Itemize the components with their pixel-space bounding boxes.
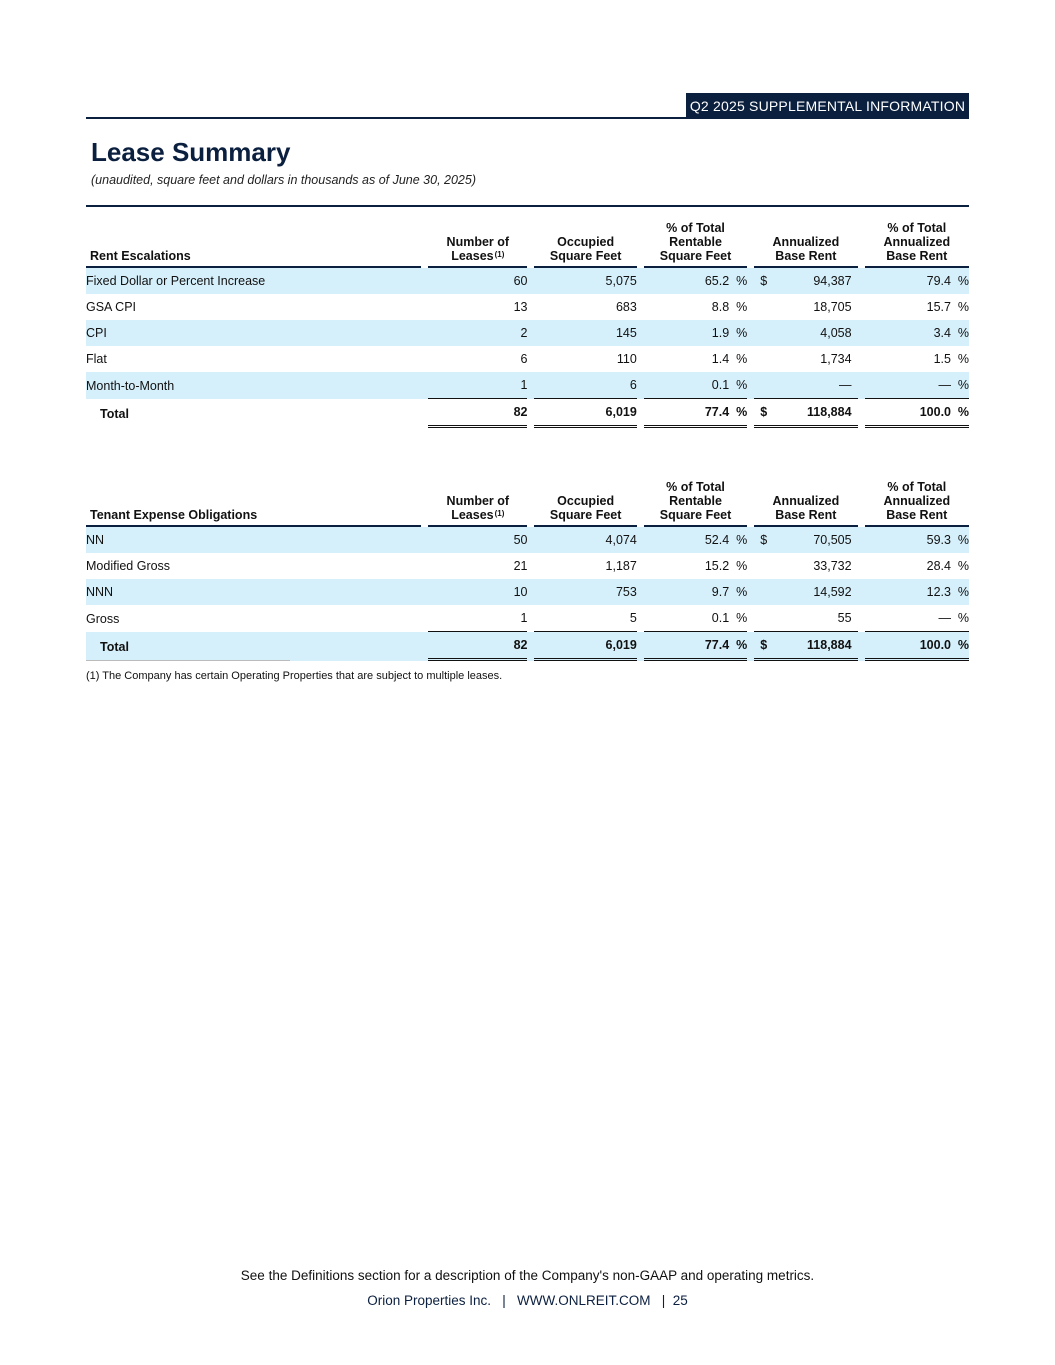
rent-escalations-heading: Rent Escalations — [86, 207, 421, 268]
col-header-pct-rentable-sqft: % of Total Rentable Square Feet — [644, 207, 747, 268]
table-row: Fixed Dollar or Percent Increase 60 5,075 65.2 % $ 94,387 79.4 % — [86, 268, 969, 294]
total-row: Total 82 6,019 77.4 % $ 118,884 100.0 % — [86, 632, 969, 661]
col-header-occupied-sqft: Occupied Square Feet — [534, 466, 636, 527]
definitions-note: See the Definitions section for a description of the Company's non-GAAP and operating metrics. — [240, 1268, 815, 1283]
page-title: Lease Summary — [91, 137, 291, 167]
table-row: NNN 10 753 9.7 % 14,592 12.3 % — [86, 579, 969, 605]
table-row: Gross 1 5 0.1 % 55 — % — [86, 605, 969, 632]
tenant-expense-heading: Tenant Expense Obligations — [86, 466, 421, 527]
footer-company-website-page: Orion Properties Inc. | WWW.ONLREIT.COM | 25 — [367, 1293, 688, 1308]
table-row: Flat 6 110 1.4 % 1,734 1.5 % — [86, 352, 969, 366]
table-row: CPI 2 145 1.9 % 4,058 3.4 % — [86, 320, 969, 346]
col-header-leases: Number of Leases$^{(1)}$ — [428, 466, 527, 527]
table-row: NN 50 4,074 52.4 % $ 70,505 59.3 % — [86, 527, 969, 553]
page-footer — [0, 1293, 1055, 1308]
table-row: Modified Gross 21 1,187 15.2 % 33,732 28.4 % — [86, 559, 969, 573]
footnote: (1) The Company has certain Operating Properties that are subject to multiple leases. — [86, 670, 503, 682]
tenant-expense-table — [86, 466, 969, 661]
col-header-pct-rentable-sqft: % of Total Rentable Square Feet — [644, 466, 747, 527]
report-period-tag: Q2 2025 SUPPLEMENTAL INFORMATION — [686, 93, 969, 119]
col-header-pct-annualized-base-rent: % of Total Annualized Base Rent — [865, 207, 969, 268]
table-row: Month-to-Month 1 6 0.1 % — — % — [86, 372, 969, 399]
page-subtitle: (unaudited, square feet and dollars in thousands as of June 30, 2025) — [91, 173, 476, 187]
col-header-pct-annualized-base-rent: % of Total Annualized Base Rent — [865, 466, 969, 527]
rent-escalations-table — [86, 205, 969, 428]
total-row: Total 82 6,019 77.4 % $ 118,884 100.0 % — [86, 399, 969, 428]
col-header-occupied-sqft: Occupied Square Feet — [534, 207, 636, 268]
col-header-annualized-base-rent: Annualized Base Rent — [754, 466, 857, 527]
col-header-leases: Number of Leases$^{(1)}$ — [428, 207, 527, 268]
col-header-annualized-base-rent: Annualized Base Rent — [754, 207, 857, 268]
footnote-rule — [86, 660, 290, 661]
table-row: GSA CPI 13 683 8.8 % 18,705 15.7 % — [86, 300, 969, 314]
